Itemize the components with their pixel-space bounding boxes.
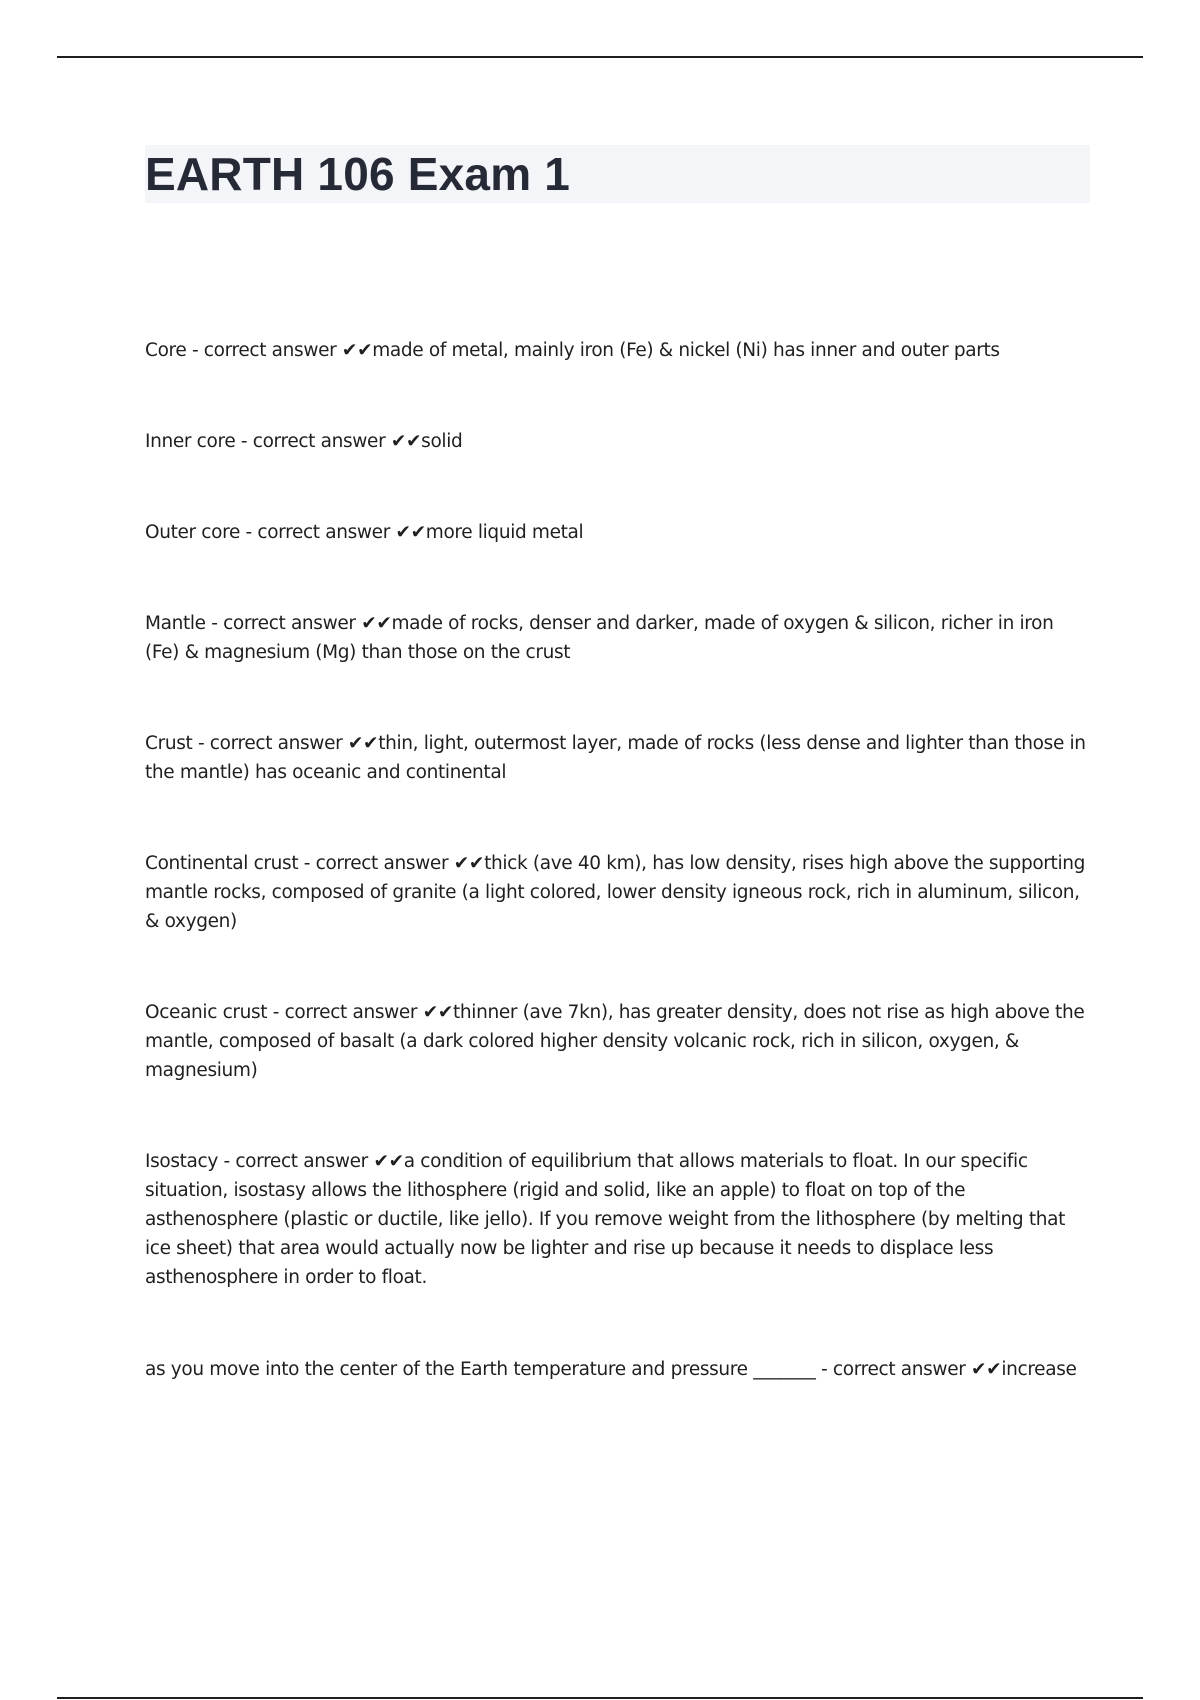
double-check-icon: ✔✔	[971, 1359, 1002, 1380]
qa-entry-temperature-pressure	[145, 1355, 1090, 1384]
top-rule	[57, 56, 1143, 58]
double-check-icon: ✔✔	[453, 853, 485, 874]
entry-answer: a condition of equilibrium that allows materials to float. In our specific situation, isostasy allows the lithosphere (rigid and solid, like an apple) to float on top of the asthenosphere (plastic or ductile, like jello). If you remove weight from the lithosphere (by melting that ice sheet) that area would actually now be lighter and rise up because it needs to displace less asthenosphere in order to float.	[145, 1151, 1066, 1288]
entry-term: Isostacy	[145, 1151, 218, 1172]
qa-entry-outer-core	[145, 518, 1090, 547]
double-check-icon: ✔✔	[341, 340, 373, 361]
qa-entry-continental-crust	[145, 849, 1090, 936]
page-title: EARTH 106 Exam 1	[145, 148, 571, 200]
qa-entry-inner-core	[145, 427, 1090, 456]
double-check-icon: ✔✔	[361, 613, 392, 634]
double-check-icon: ✔✔	[373, 1151, 404, 1172]
entry-term: Mantle	[145, 613, 206, 634]
entry-answer: made of rocks, denser and darker, made of oxygen & silicon, richer in iron (Fe) & magnesium (Mg) than those on the crust	[145, 613, 1054, 663]
entry-term: Continental crust	[145, 853, 299, 874]
qa-entry-core	[145, 336, 1090, 365]
answer-marker: - correct answer	[272, 1002, 418, 1023]
double-check-icon: ✔✔	[395, 522, 426, 543]
answer-marker: - correct answer	[240, 431, 386, 452]
double-check-icon: ✔✔	[422, 1002, 454, 1023]
double-check-icon: ✔✔	[390, 431, 422, 452]
entry-answer: thinner (ave 7kn), has greater density, does not rise as high above the mantle, composed of basalt (a dark colored higher density volcanic rock, rich in silicon, oxygen, & magnesium)	[145, 1002, 1085, 1081]
double-check-icon: ✔✔	[347, 733, 379, 754]
entry-term: Oceanic crust	[145, 1002, 268, 1023]
qa-entry-crust	[145, 729, 1090, 787]
answer-marker: - correct answer	[245, 522, 390, 543]
entry-term: Core	[145, 340, 187, 361]
answer-marker: - correct answer	[211, 613, 356, 634]
qa-entry-isostacy	[145, 1147, 1090, 1292]
entry-term: Outer core	[145, 522, 240, 543]
entry-answer: made of metal, mainly iron (Fe) & nickel (Ni) has inner and outer parts	[372, 340, 1000, 361]
entry-answer: thick (ave 40 km), has low density, rises high above the supporting mantle rocks, composed of granite (a light colored, lower density igneous rock, rich in aluminum, silicon, & oxygen)	[145, 853, 1086, 932]
entry-answer: thin, light, outermost layer, made of rocks (less dense and lighter than those in the mantle) has oceanic and continental	[145, 733, 1086, 783]
entry-answer: solid	[421, 431, 463, 452]
entry-answer: more liquid metal	[425, 522, 584, 543]
qa-entry-oceanic-crust	[145, 998, 1090, 1085]
answer-marker: - correct answer	[223, 1151, 368, 1172]
answer-marker: - correct answer	[197, 733, 343, 754]
answer-marker: - correct answer	[821, 1359, 966, 1380]
entry-term: Crust	[145, 733, 193, 754]
entry-term: as you move into the center of the Earth temperature and pressure _______	[145, 1359, 816, 1380]
qa-entry-mantle	[145, 609, 1090, 667]
answer-marker: - correct answer	[191, 340, 337, 361]
answer-marker: - correct answer	[303, 853, 449, 874]
entry-answer: increase	[1001, 1359, 1077, 1380]
bottom-rule	[57, 1697, 1143, 1699]
entry-term: Inner core	[145, 431, 236, 452]
